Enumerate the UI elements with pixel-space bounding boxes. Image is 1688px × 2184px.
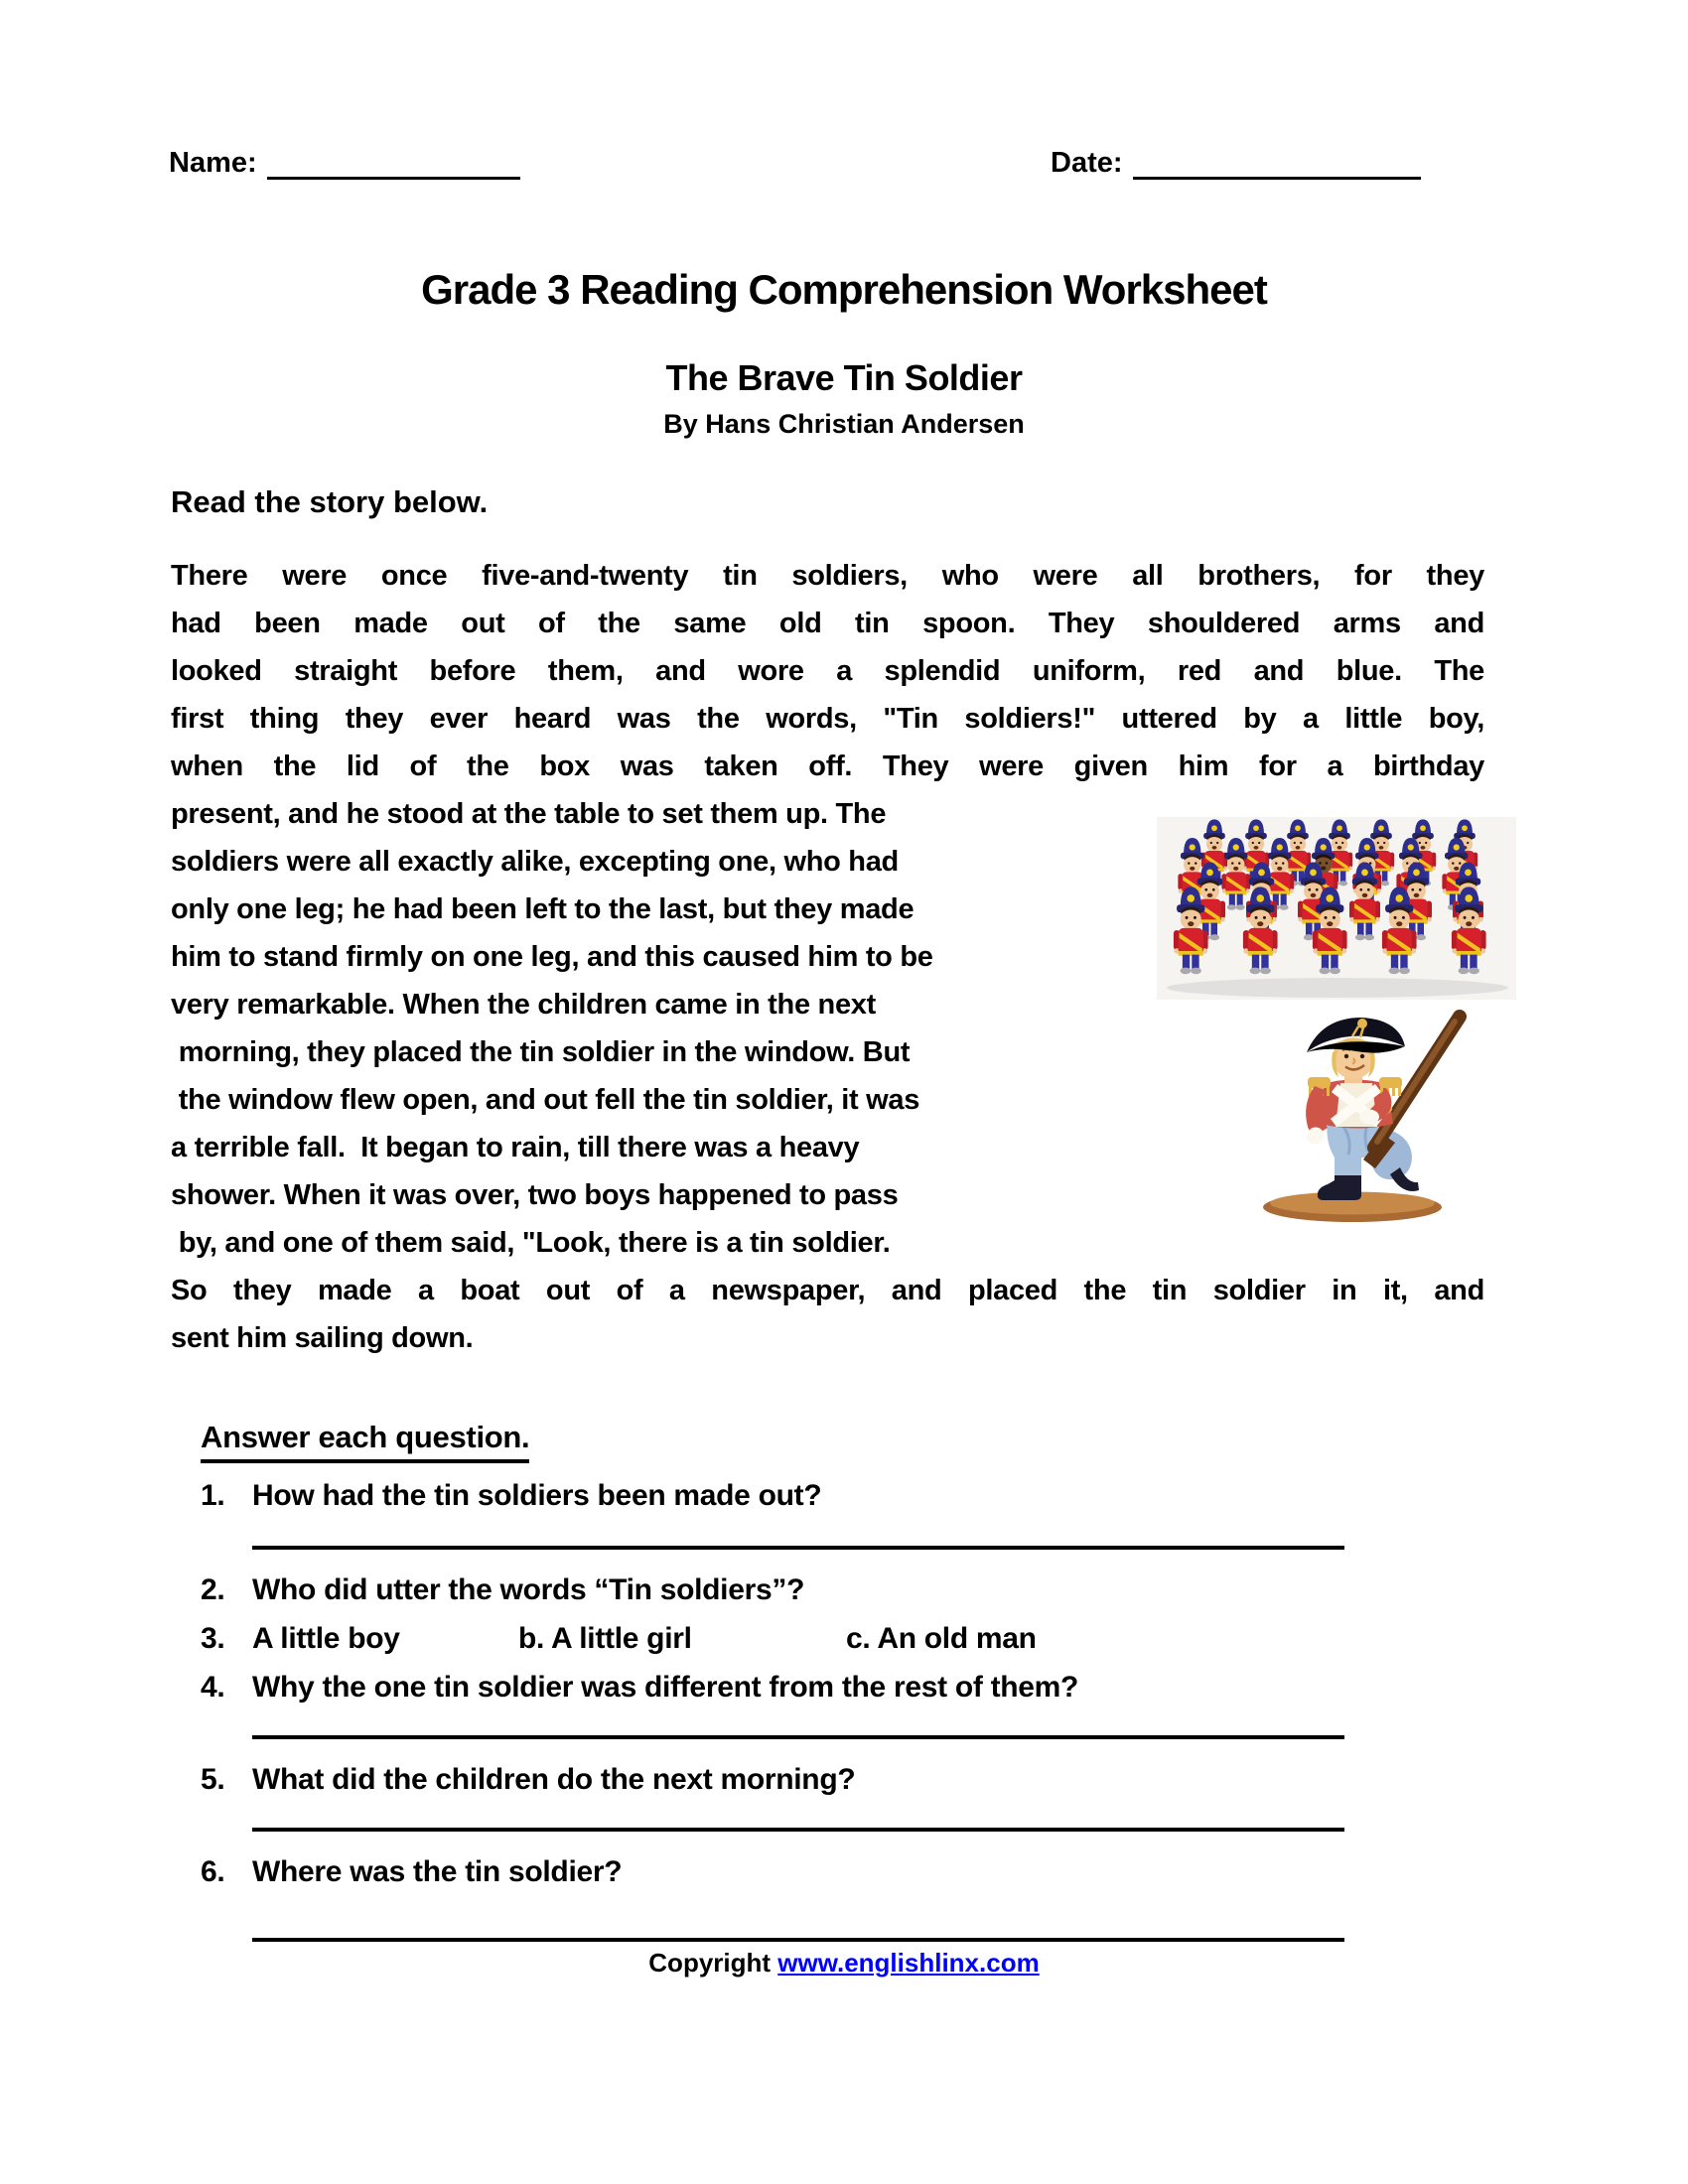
name-label: Name: — [169, 147, 257, 179]
story-line: by, and one of them said, "Look, there is a tin soldier. — [171, 1227, 891, 1259]
date-label: Date: — [1051, 147, 1123, 179]
date-field — [1051, 147, 1421, 180]
story-line: very remarkable. When the children came in the next — [171, 989, 876, 1021]
name-blank-line — [267, 147, 520, 180]
story-line: shower. When it was over, two boys happened to pass — [171, 1179, 899, 1211]
question-2 — [201, 1567, 804, 1614]
answer-blank-line — [252, 1735, 1344, 1739]
question-number: 1. — [201, 1479, 225, 1512]
answer-blank-line — [252, 1828, 1344, 1832]
story-line: first thing they ever heard was the words, "Tin soldiers!" uttered by a little boy, — [171, 703, 1484, 735]
question-number: 6. — [201, 1855, 225, 1888]
read-instruction: Read the story below. — [171, 484, 489, 519]
story-line: him to stand firmly on one leg, and this caused him to be — [171, 941, 933, 973]
question-number: 4. — [201, 1671, 225, 1704]
question-text: How had the tin soldiers been made out? — [252, 1479, 822, 1512]
story-line: morning, they placed the tin soldier in the window. But — [171, 1036, 911, 1068]
option-b: b. A little girl — [518, 1622, 692, 1655]
story-line: only one leg; he had been left to the last, but they made — [171, 893, 914, 925]
question-text: What did the children do the next morning? — [252, 1763, 856, 1796]
story-line: had been made out of the same old tin spoon. They shouldered arms and — [171, 608, 1484, 639]
story-line: looked straight before them, and wore a splendid uniform, red and blue. The — [171, 655, 1484, 687]
name-field — [169, 147, 520, 180]
answer-blank-line — [252, 1938, 1344, 1942]
question-text: Who did utter the words “Tin soldiers”? — [252, 1573, 805, 1606]
story-line: the window flew open, and out fell the tin soldier, it was — [171, 1084, 920, 1116]
tin-soldier-single-image — [1223, 1001, 1493, 1231]
story-line: when the lid of the box was taken off. They were given him for a birthday — [171, 751, 1484, 782]
footer — [0, 1948, 1688, 1979]
question-4 — [201, 1664, 1078, 1711]
story-line: a terrible fall. It began to rain, till there was a heavy — [171, 1132, 860, 1163]
story-line: present, and he stood at the table to set them up. The — [171, 798, 887, 830]
englishlinx-link[interactable]: www.englishlinx.com — [777, 1948, 1040, 1978]
story-line: soldiers were all exactly alike, excepting one, who had — [171, 846, 899, 878]
story-byline: By Hans Christian Andersen — [663, 409, 1025, 439]
story-line: sent him sailing down. — [171, 1322, 474, 1354]
option-c: c. An old man — [846, 1622, 1037, 1655]
question-text: Why the one tin soldier was different from the rest of them? — [252, 1671, 1079, 1704]
tin-soldiers-group-image — [1155, 809, 1520, 1006]
date-blank-line — [1133, 147, 1421, 180]
question-5 — [201, 1756, 855, 1804]
question-number: 2. — [201, 1573, 225, 1606]
question-6 — [201, 1848, 622, 1896]
story-title: The Brave Tin Soldier — [665, 357, 1023, 398]
question-number: 5. — [201, 1763, 225, 1796]
answer-instruction: Answer each question. — [201, 1418, 529, 1463]
worksheet-title: Grade 3 Reading Comprehension Worksheet — [421, 266, 1267, 313]
question-text: Where was the tin soldier? — [252, 1855, 623, 1888]
question-1 — [201, 1472, 821, 1520]
copyright-label: Copyright — [648, 1948, 778, 1978]
story-line: So they made a boat out of a newspaper, and placed the tin soldier in it, and — [171, 1275, 1484, 1306]
question-3 — [201, 1615, 1037, 1663]
question-number: 3. — [201, 1622, 225, 1655]
story-line: There were once five-and-twenty tin soldiers, who were all brothers, for they — [171, 560, 1484, 592]
option-a: A little boy — [252, 1622, 400, 1655]
answer-blank-line — [252, 1546, 1344, 1550]
